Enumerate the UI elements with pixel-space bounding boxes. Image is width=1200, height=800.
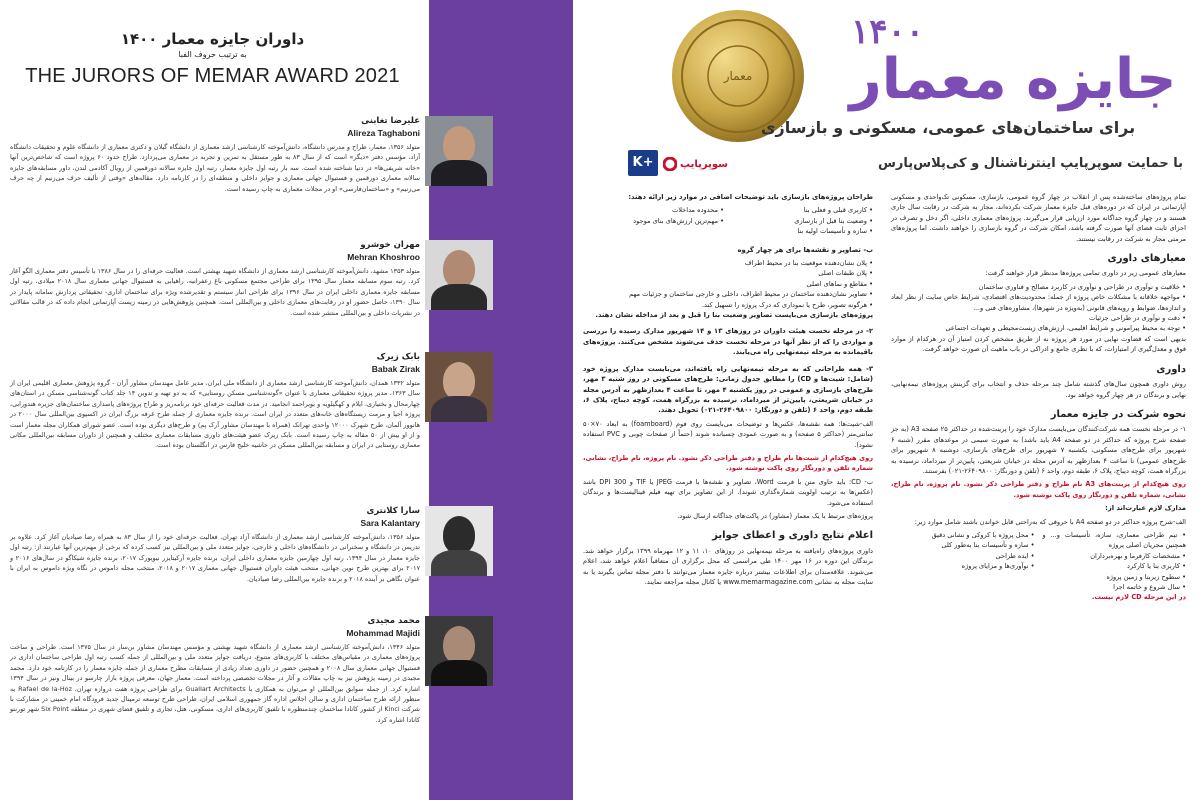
juror-bio: متولد ۱۳۳۲ همدان، دانش‌آموخته کارشناسی ارشد معماری از دانشگاه ملی ایران، مدیر عامل مهندسان مشاور آران - گروه پژوهش معماری اقلیمی ایران از سال ۱۳۶۳، مدیر پروژه تحقیقاتی معماری با عنوان «گونه‌شناسی مسکن روستایی» که به دو تهیه و تدوین ۱۴ جلد کتاب گونه‌شناسی مسکن در استان‌های چهارمحال و بختیاری، ایلام و کهگیلویه و بویراحمد انجامید. در مدت فعالیت حرفه‌ای خود برنامه‌ریز و طراح پروژه‌های پاسداری ساختمان‌های جزیره هندورابی، پروژه احیا و مرمت زیستگاه‌های خانه‌های متعدد در ایران است. برنده جایزه معماری از جمله طرح غرفه بزرگ ایران در اکسپوی بین‌المللی سال ۲۰۰۰ در هانوور آلمان، طرح شهرک ۱۲۰۰۰ واحدی تهرانک (همراه با مهندسان مشاور آرک پم) و طرح‌های دیگری بوده است. عضو شورای همکاران مجله معمار است و از او بیش از ۵۰ مقاله به چاپ رسیده است. بابک زیرک عضو هیئت‌های داوری مسابقات معماری مختلف و همچنین از داوران مسابقه بین‌المللی مکانی معماری روستایی در ایران و مسابقه بین‌المللی مسکن در حاشیه خلیج فارس در انگلستان بوده است. (10, 379, 421, 450)
juror-photo-kalantary (425, 506, 493, 576)
list-item: • دقت و نوآوری در طراحی جزئیات (891, 313, 1186, 323)
list-item: • نوآوری‌ها و مزایای پروژه (891, 561, 1035, 571)
juror-bio: متولد ۱۳۵۶، دانش‌آموخته کارشناسی ارشد معماری از دانشگاه آزاد تهران. فعالیت حرفه‌ای خود را از سال ۸۳ به همراه رضا صیادیان آغاز کرد. علاوه بر تدریس در دانشگاه و سخنرانی در دانشگاه‌های داخلی و خارجی، جوایز متعدد ملی و بین‌المللی نیز کسب کرده که برخی از مهم‌ترین آنها عبارتند از: رتبه اول جایزه معمار در سال ۱۳۹۴، رتبه اول چهارمین جایزه معماری داخلی ایران، برنده جایزه آرکیتایزر نیویورک ۲۰۱۷، برنده جایزه شیکاگو در سال‌های ۲۰۱۶ و ۲۰۱۷ برای بهترین طرح نوین جهانی، منتخب هیئت داوران فستیوال جهانی معماری ۲۰۱۷ و ۲۰۱۸، منتخب مجله داموس در نگاه ویژه داموس به ایران با عنوان نگاهی بر آینده ۲۰۱۸ و برنده جایزه بین‌المللی رضا صیادیان. (10, 533, 420, 583)
sheets-warning: روی هیچ‌کدام از شیت‌ها نام طراح و دفتر طراحی ذکر نشود. نام پروژه، نام طراح، نشانی، شماره تلفن و دورنگار روی پاکت نوشته شود. (583, 453, 873, 473)
juror-bio: متولد ۱۳۴۶، دانش‌آموخته کارشناسی ارشد معماری از دانشگاه شهید بهشتی و مؤسس مهندسان مشاور بن‌سار در سال ۱۳۷۵ است. طراحی و ساخت پروژه‌های معماری در مقیاس‌های مختلف با کاربری‌های متنوع، دریافت جوایز متعدد ملی و بین‌المللی از جمله کسب رتبه اول طراحی ساختمان اداری در فستیوال جهانی معماری سال ۲۰۰۸ و همچنین حضور در داوری تعداد زیادی از مسابقات مطرح معماری از جمله جایزه معمار را در کارنامه خود دارد. محمد مجیدی در زمینه پژوهش نیز به چاپ مقالات و آثار در مجلات تخصصی پرداخته است. معمار جهان، معرفی پروژه بازار چارسو در بینال ونیز در سال ۱۳۹۴ اشاره کرد. از جمله سوابق بین‌المللی او می‌توان به همکاری با Guallart Architects برای طراحی پروژه هفت دروازه تهران، Rafael de la-Hoz به منظور ارائه طرح ساختمان اداری و سالن اجلاس اداره گاز جمهوری اسلامی ایران، طراحی طرح توسعه ترمینال جدید فرودگاه امام خمینی در مشارکت با شرکت Kinci از کشور کانادا ساختمان چندمنظوره با تلفیق کاربری‌های اداری، مسکونی، هتل، تجاری و تلفیق فضای شهری در منطقه Six Point شهر تورنتو کانادا اشاره کرد. (10, 643, 421, 724)
list-item: • توجه به محیط پیرامونی و شرایط اقلیمی، ارزش‌های زیست‌محیطی و تعهدات اجتماعی (891, 323, 1186, 333)
juror-name-fa: مهران خوشرو (360, 240, 420, 250)
juror-entry (10, 616, 420, 725)
criteria-note: بدیهی است که قضاوت نهایی در مورد هر پروژه نه از طریق مشخص کردن امتیاز آن در هرکدام از موارد فوق و معدل‌گیری از امتیازات، که با نظری جامع و ادراکی در باب ماهیت آن صورت خواهد گرفت. (891, 334, 1186, 354)
jurors-title-en: THE JURORS OF MEMAR AWARD 2021 (25, 65, 400, 87)
list-item: • سازه و تأسیسات اولیه بنا (732, 226, 873, 236)
list-item: • مشخصات کارفرما و بهره‌برداران (1043, 551, 1187, 561)
list-item: • کاربری قبلی و فعلی بنا (732, 205, 873, 215)
juror-photo-majidi (425, 616, 493, 686)
list-item: • وضعیت بنا قبل از بازسازی (732, 216, 873, 226)
jurors-title-fa: داوران جایزه معمار ۱۴۰۰ (120, 30, 305, 48)
juror-entry (10, 506, 420, 584)
list-item: • پلان طبقات اصلی (583, 268, 873, 278)
superpipe-mark-icon (663, 157, 677, 171)
list-item: • تیم طراحی معماری، سازه، تأسیسات و... و همچنین مجریان اصلی پروژه (1043, 530, 1187, 551)
jurors-subtitle-fa: به ترتیب حروف الفبا (178, 50, 247, 59)
list-item: • مقاطع و نماهای اصلی (583, 279, 873, 289)
award-subtitle: برای ساختمان‌های عمومی، مسکونی و بازسازی (760, 118, 1136, 137)
list-item: • مهم‌ترین ارزش‌های بنای موجود (583, 216, 724, 226)
cd-text-2: پروژه‌های مرتبط با یک معمار (مشاور) در پاکت‌های جداگانه ارسال شود. (677, 511, 873, 520)
award-title-block (843, 14, 1183, 112)
stage-3: ۳- همه طراحانی که به مرحله نیمه‌نهایی راه یافته‌اند، می‌بایست مدارک پروژه خود (شامل: شیت‌ها و CD) را مطابق جدول زمانی: طرح‌های مسکونی در روز شنبه ۳ مهر، طرح‌های بازسازی و عمومی در روز یکشنبه ۴ مهر، تا ساعت ۴ بعدازظهر به آدرس مجله در خیابان شریعتی، پایین‌تر از میرداماد، نرسیده به بزرگراه همت، کوچه دیباج، پلاک ۶، طبقه دوم، واحد ۶ (تلفن و دورنگار: ۲۶۴۰۹۸۰۰-۰۲۱) تحویل دهند. (583, 364, 874, 415)
list-item: • کاربری بنا یا کارکرد (1043, 561, 1187, 571)
list-item: • سطوح زیربنا و زمین پروژه (1043, 572, 1187, 582)
images-list (583, 258, 873, 310)
criteria-list (891, 282, 1186, 334)
cd-note: در این مرحله CD لازم نیست. (1091, 593, 1186, 602)
list-item: • خلاقیت و نوآوری در طراحی و نوآوری در کاربرد مصالح و فناوری ساختمان (891, 282, 1186, 292)
jurors-page (0, 0, 425, 800)
kplus-logo: K+ (628, 150, 658, 176)
judging-text: روش داوری همچون سال‌های گذشته شامل چند مرحله حذف و انتخاب برای گزینش پروژه‌های نیمه‌نهایی، نهایی و برندگان در هر چهار گروه خواهد بود. (891, 380, 1186, 399)
juror-name-fa: بابک زیرک (376, 352, 420, 362)
juror-entry (10, 116, 420, 194)
sheets-text: الف-شیت‌ها: همه نقشه‌ها، عکس‌ها و توضیحات می‌بایست روی فوم (foamboard) به ابعاد ۷۰×۵۰ سانتی‌متر (حداکثر ۵ صفحه) و به صورت عمودی چسبانده شوند (حتماً از صفحات چوبی و PVC استفاده نشود). (583, 419, 873, 449)
list-item: • محدوده مداخلات (583, 205, 724, 215)
award-page (573, 0, 1200, 800)
results-heading: اعلام نتایج داوری و اعطای جوایز (712, 530, 873, 542)
juror-name-fa: علیرضا تغابنی (361, 116, 420, 126)
docs-heading: مدارک لازم عبارت‌اند از: (1105, 504, 1186, 513)
list-item: • تصاویر نشان‌دهنده ساختمان در محیط اطراف، داخلی و خارجی ساختمان و جزئیات مهم (583, 289, 873, 299)
svg-text:معمار: معمار (723, 69, 753, 83)
images-note: پروژه‌های بازسازی می‌بایست تصاویر وضعیت بنا را قبل و بعد از مداخله نشان دهند. (595, 311, 873, 320)
list-item: • پلان نشان‌دهنده موقعیت بنا در محیط اطراف (583, 258, 873, 268)
list-item: • هرگونه تصویر، طرح یا نموداری که درک پروژه را تسهیل کند. (583, 300, 873, 310)
juror-name-en: Sara Kalantary (360, 518, 420, 528)
juror-photo-zirak (425, 352, 493, 422)
list-item: • ایده طراحی (891, 551, 1035, 561)
award-year: ۱۴۰۰ (851, 12, 925, 52)
juror-photo-khoshroo (425, 240, 493, 310)
photo-strip (425, 0, 573, 800)
award-title: جایزه معمار (849, 47, 1177, 112)
renovation-heading: طراحان پروژه‌های بازسازی باید توضیحات اضافی در موارد زیر ارائه دهند: (628, 193, 873, 201)
criteria-heading: معیارهای داوری (1107, 253, 1186, 265)
docs-lists (891, 530, 1186, 592)
criteria-intro: معیارهای عمومی زیر در داوری تمامی پروژه‌ها مدنظر قرار خواهند گرفت: (985, 269, 1186, 278)
juror-photo-taghaboni (425, 116, 493, 186)
jurors-header (10, 0, 415, 88)
participation-warning: روی هیچ‌کدام از پرینت‌های A3 نام طراح و دفتر طراحی ذکر نشود. نام پروژه، نام طراح، نشانی، شماره تلفن و دورنگار روی پاکت نوشته شود. (891, 480, 1186, 499)
renovation-list-b (583, 205, 724, 236)
results-text: داوری پروژه‌های راه‌یافته به مرحله نیمه‌نهایی در روزهای ۱۰، ۱۱ و ۱۲ مهرماه ۱۳۹۹ برگزار خواهد شد. برندگان این دوره در ۱۶ مهر ۱۴۰۰ طی مراسمی که محل برگزاری آن متعاقباً اعلام خواهد شد، اعلام می‌شوند. علاقه‌مندان برای اطلاعات بیشتر درباره جایزه معمار می‌توانند با دفتر مجله تماس بگیرند یا به سایت مجله به نشانی www.memarmagazine.com یا کانال مجله مراجعه نمایند. (583, 546, 873, 586)
sponsor-line: با حمایت سوپرپایپ اینترناشنال و کی‌پلاس‌پارس (877, 156, 1183, 171)
docs-list-b (891, 530, 1035, 592)
docs-a: الف-شرح پروژه حداکثر در دو صفحه A4 با حروفی که به‌راحتی قابل خواندن باشند شامل موارد زیر: (914, 517, 1186, 526)
renovation-list-a (732, 205, 873, 236)
juror-entry (10, 240, 420, 318)
list-item: • محل پروژه با کروکی و نشانی دقیق (891, 530, 1035, 540)
juror-entry (10, 352, 420, 451)
juror-name-en: Mehran Khoshroo (347, 252, 420, 262)
rules-column-left (583, 192, 873, 590)
juror-name-en: Babak Zirak (371, 364, 420, 374)
participation-text: ۱- در مرحله نخست همه شرکت‌کنندگان می‌بایست مدارک خود را پرینت‌شده در حداکثر ۲۵ صفحه A3 (به جز صفحه شرح پروژه که حداکثر در دو صفحه A4 باید باشد) به صورت سیمی در موعدهای مقرر (شنبه ۶ شهریور برای طرح‌های مسکونی، یکشنبه ۷ شهریور برای طرح‌های بازسازی، دوشنبه ۸ شهریور برای طرح‌های عمومی) تا ساعت ۴ بعدازظهر به آدرس مجله در خیابان شریعتی، پایین‌تر از میرداماد، نرسیده به بزرگراه همت، کوچه دیباج، پلاک ۶، طبقه دوم، واحد ۶ (تلفن و دورنگار: ۲۶۴۰۹۸۰۰-۰۲۱) بفرستند. (891, 425, 1186, 475)
intro-text: تمام پروژه‌های ساخته‌شده پس از انقلاب در چهار گروه عمومی، بازسازی، مسکونی تک‌واحدی و مسکونی آپارتمانی در ایران که در دوره‌های قبل جایزه معمار شرکت نکرده‌اند، مجاز به شرکت در رقابت سال جاری هستند و در چهار گروه جداگانه مورد ارزیابی قرار می‌گیرند. پروژه‌های معماری داخلی، اگر دخل و تصرف در اجزای ثابت فضای آنها صورت گرفته باشد، امکان شرکت در گروه بازسازی را خواهند داشت. اما پروژه‌های مرمتی مجاز به شرکت در رقابت نیستند. (891, 193, 1186, 243)
rules-column-right (891, 192, 1186, 606)
list-item: • مواجهه خلاقانه با مشکلات خاص پروژه از جمله: محدودیت‌های اقتصادی، شرایط خاص سایت از نظر ابعاد و اندازه‌ها، ضوابط و رویه‌های قانونی (به‌ویژه در شهرها)، مشاوره‌های فنی و... (891, 292, 1186, 313)
juror-bio: متولد ۱۳۵۳ مشهد، دانش‌آموخته کارشناسی ارشد معماری از دانشگاه شهید بهشتی است. فعالیت حرفه‌ای را در سال ۱۳۸۶ با تأسیس دفتر معماری الگو آغاز کرد. رتبه سوم مسابقه معمار سال ۱۳۹۵ برای طراحی مجتمع مسکونی باغ زعفرانیه، راهیابی به فستیوال جهانی معماری سال ۲۰۱۸ میلادی، رتبه اول مسابقه جایزه معماری داخلی ایران در سال ۱۳۹۶ برای طراحی انبار سیستم و تقدیرشده ویژه برای ساختمان اداری- تحقیقاتی پردازش سامانه پایدار در سال ۱۳۹۰، حاصل حضور او در رقابت‌های معماری داخلی و بین‌المللی است. همچنین پژوهش‌هایی در زمینه زیست آپارتمانی انجام داده که در قالب مقالاتی در نشریات داخلی و بین‌المللی منتشر شده است. (10, 267, 420, 317)
list-item: • سال شروع و خاتمه اجرا (1043, 582, 1187, 592)
images-heading: ب- تصاویر و نقشه‌ها برای هر چهار گروه (737, 245, 873, 254)
docs-list-a (1043, 530, 1187, 592)
juror-name-fa: سارا کلانتری (366, 506, 420, 516)
stage-2: ۲- در مرحله نخست هیئت داوران در روزهای ۱۳ و ۱۴ شهریور مدارک رسیده را بررسی و مواردی را که از نظر آنها در مرحله نخست حذف می‌شوند مشخص می‌کنند. پروژه‌های باقیمانده به مرحله نیمه‌نهایی راه می‌یابند. (583, 327, 873, 357)
superpipe-logo: سوپرپایپ (663, 152, 731, 176)
judging-heading: داوری (1156, 363, 1186, 375)
juror-name-en: Alireza Taghaboni (347, 128, 420, 138)
juror-name-en: Mohammad Majidi (346, 628, 420, 638)
juror-name-fa: محمد مجیدی (367, 616, 420, 626)
participation-heading: نحوه شرکت در جایزه معمار (1050, 408, 1186, 420)
cd-text: ب- CD: باید حاوی متن با فرمت Word، تصاویر و نقشه‌ها با فرمت JPEG یا TIF و DPI 300 باشد (عکس‌ها به ترتیب اولویت شماره‌گذاری شوند). از این تصاویر برای تهیه فیلم فینالیست‌ها و برندگان استفاده می‌شود. (583, 477, 873, 507)
juror-bio: متولد ۱۳۵۶، معمار، طراح و مدرس دانشگاه، دانش‌آموخته کارشناسی ارشد معماری از دانشگاه گیلان و دکتری معماری از دانشگاه علوم و تحقیقات دانشگاه آزاد، مؤسس دفتر «دیگر» است که از سال ۸۳ به طور مستقل به تمرین و تجربه در معماری می‌پردازد. طراح حدود ۶۰ پروژه است که شاخص‌ترین آنها «خانه شریفی‌ها» در دنیا شناخته شده است. سه بار رتبه اول جایزه معمار، رتبه اول جایزه سالانه دورقمین از رویال آکادمی لندن، داور مسابقه‌های جایزه سالانه معماری دورقمین و فستیوال جهانی معماری و جوایز داخلی و منطقه‌ای را در کارنامه دارد. مقاله‌های «وقتی از تألیف حرف می‌زنیم از چه حرف می‌زنیم» و «ساختمان‌فارسی» او در مجلات معماری به چاپ رسیده است. (10, 143, 420, 193)
list-item: • سازه و تأسیسات بنا به‌طور کلی (891, 540, 1035, 550)
renovation-lists (583, 205, 873, 236)
